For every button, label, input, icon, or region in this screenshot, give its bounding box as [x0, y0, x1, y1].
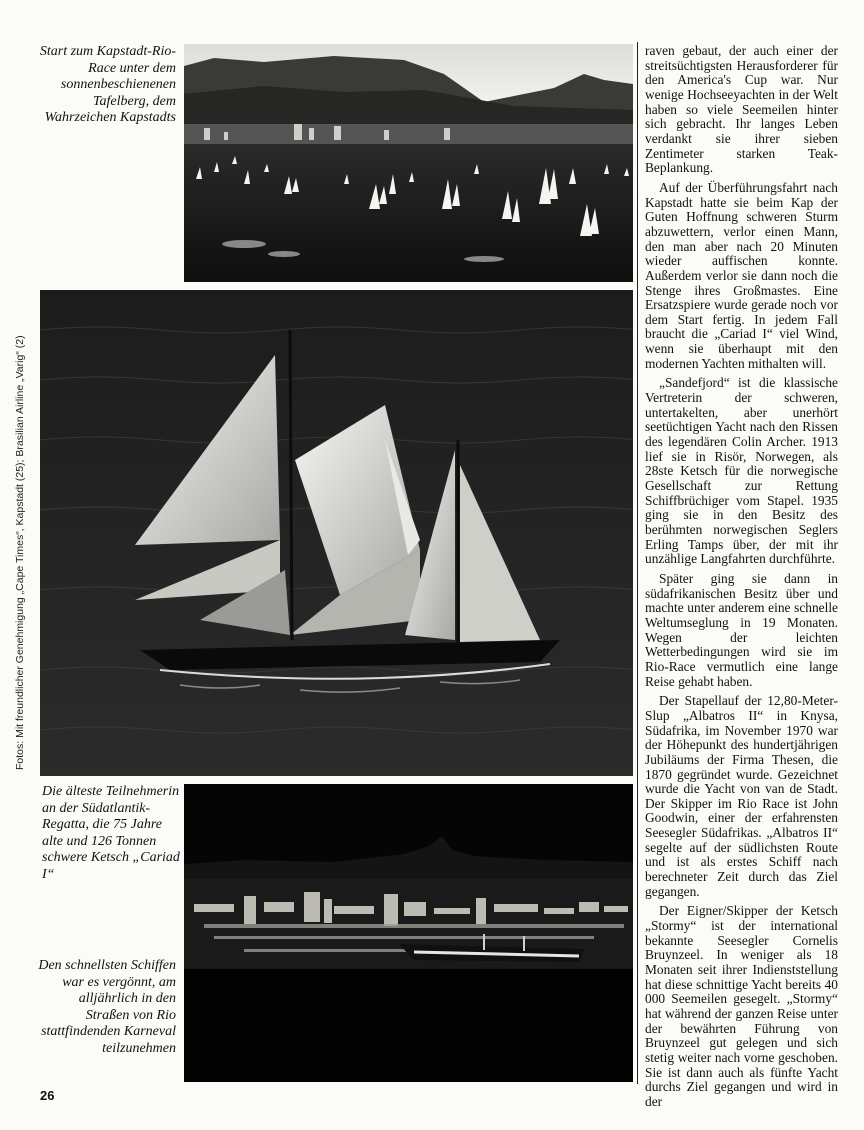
article-paragraph: Auf der Überführungsfahrt nach Kapstadt hatte sie beim Kap der Guten Hoffnung schweren Sturm abzuwettern, verlor einen Mann, den man aber nach 20 Minuten wieder auffischen konnte. Außerdem verlor sie dann noch die Stenge ihres Großmastes. Eine Ersatzspiere wurde gerade noch vor dem Start fertig. In jedem Fall braucht die „Cariad I“ viel Wind, wenn sie überhaupt mit den modernen Yachten mithalten will.: [645, 179, 838, 371]
caption-rio-karneval: Den schnellsten Schiffen war es vergönnt, am alljährlich in den Straßen von Rio stattfindenden Karneval teilzunehmen: [38, 958, 176, 1056]
photo-rio-nacht: [184, 784, 633, 1082]
column-divider: [637, 42, 638, 1084]
page-number: 26: [40, 1088, 55, 1103]
article-paragraph: „Sandefjord“ ist die klassische Vertreterin der schweren, untertakelten, aber unerhört seetüchtigen Yacht nach den Rissen des legendären Colin Archer. 1913 lief sie in Risör, Norwegen, als 28ste Ketsch für die norwegische Gesellschaft zur Rettung Schiffbrüchiger vom Stapel. 1935 ging sie in den Besitz des berühmten norwegischen Seglers Erling Tamps über, der mit ihr unzählige Langfahrten durchführte.: [645, 375, 838, 567]
article-paragraph: Der Stapellauf der 12,80-Meter-Slup „Albatros II“ in Knysa, Südafrika, im November 1970 war der Höhepunkt des hundertjährigen Jubiläums der Firma Thesen, die 1870 gegründet wurde. Gezeichnet wurde die Yacht von van de Stadt. Der Skipper im Rio Race ist John Goodwin, einer der erfahrensten Seesegler Südafrikas. „Albatros II“ segelte auf der südlichsten Route und ist als erstes Schiff nach berechneter Zeit durch das Ziel gegangen.: [645, 693, 838, 899]
caption-cariad: Die älteste Teilnehmerin an der Südatlantik-Regatta, die 75 Jahre alte und 126 Tonnen schwere Ketsch „Cariad I“: [42, 784, 180, 882]
photo-ketsch-cariad: [40, 290, 633, 776]
photo-credit: Fotos: Mit freundlicher Genehmigung „Cape Times“, Kapstadt (25); Brasilian Airline „Varig“ (2): [14, 335, 26, 770]
article-paragraph: Der Eigner/Skipper der Ketsch „Stormy“ ist der international bekannte Seesegler Cornelis Bruynzeel. In weniger als 18 Monaten seit ihrer Indienststellung hat diese schnittige Yacht bereits 40 000 Seemeilen gesegelt. „Stormy“ hat während der ganzen Reise unter der bewährten Führung von Bruynzeel gut gelegen und sich stetig weiter nach vorne geschoben. Sie ist dann auch als fünfte Yacht durchs Ziel gegangen und wird in der: [645, 903, 838, 1109]
article-text-column: [645, 44, 838, 1115]
article-paragraph: Später ging sie dann in südafrikanischen Besitz über und machte unter anderem eine schnelle Weltumseglung in 19 Monaten. Wegen der leichten Wetterbedingungen wird sie im Rio-Race vermutlich eine lange Reise gehabt haben.: [645, 570, 838, 689]
caption-start-kapstadt: Start zum Kapstadt-Rio-Race unter dem sonnenbeschienenen Tafelberg, dem Wahrzeichen Kapstadts: [39, 44, 176, 125]
photo-kapstadt-regatta-start: [184, 44, 633, 282]
article-paragraph: raven gebaut, der auch einer der streitsüchtigsten Herausforderer für den America's Cup war. Nur wenige Hochseeyachten in der Welt haben so viele Seemeilen hinter sich gebracht. Ihr langes Leben verdankt sie ihrer sieben Zentimeter starken Teak-Beplankung.: [645, 43, 838, 176]
